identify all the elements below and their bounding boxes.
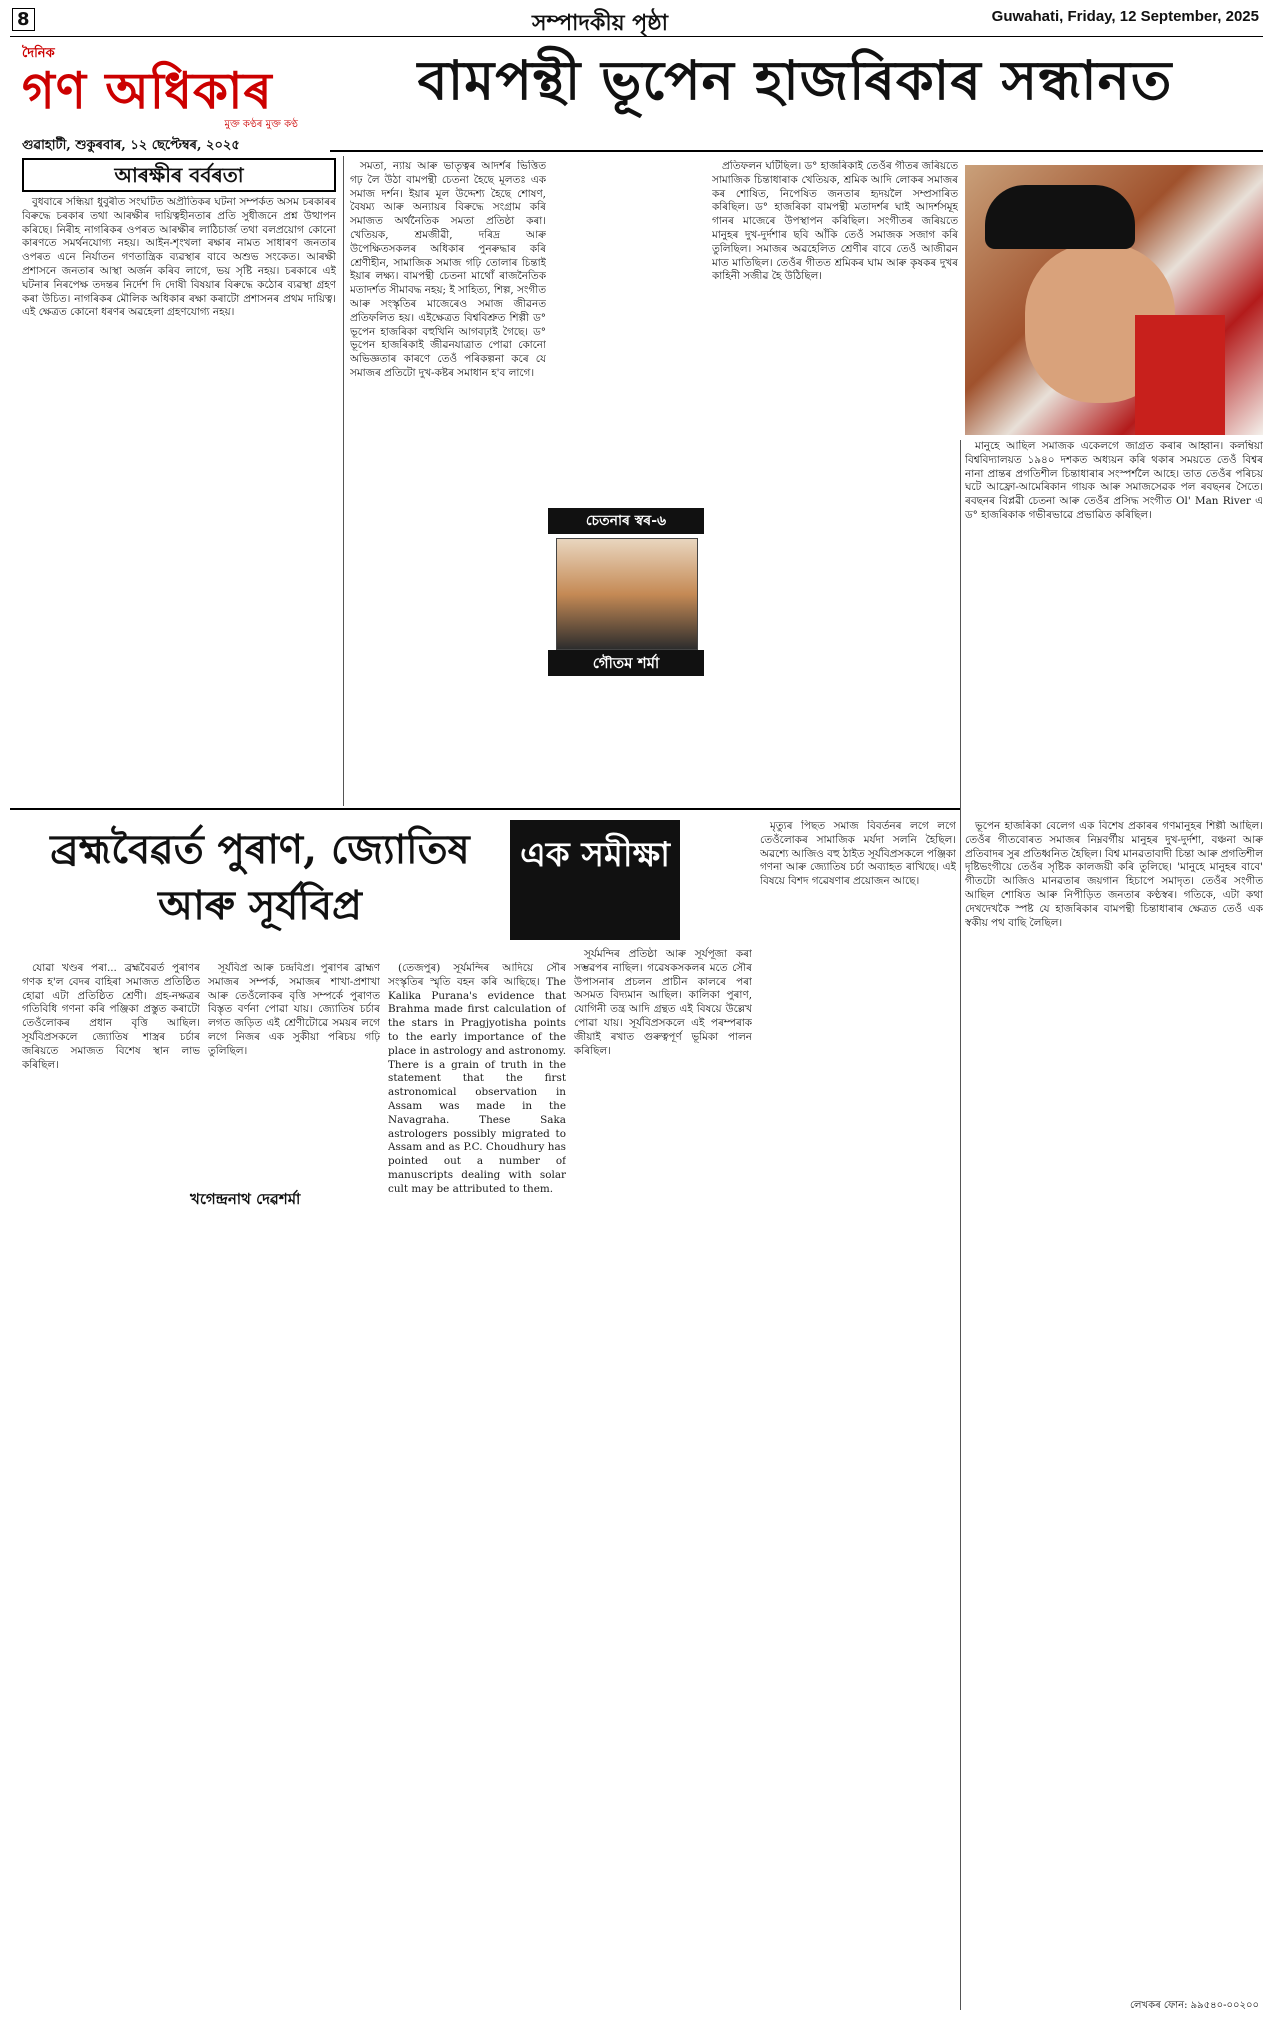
- dateline: Guwahati, Friday, 12 September, 2025: [991, 8, 1259, 25]
- column-divider: [343, 156, 344, 806]
- masthead-small: দৈনিক: [22, 46, 55, 61]
- author-name: গৌতম শৰ্মা: [548, 650, 704, 676]
- bhupen-hazarika-photo: [965, 165, 1263, 435]
- right-column-text: ভূপেন হাজৰিকা বেলেগ এক বিশেষ প্ৰকাৰৰ গণমানুহৰ শিল্পী আছিল। তেওঁৰ গীতবোৰত সমাজৰ নিম্নবৰ্গীয় মানুহৰ দুখ-দুৰ্দশা, বঞ্চনা আৰু প্ৰতিবাদৰ সুৰ প্ৰতিধ্বনিত হৈছিল। বিশ্ব মানৱতাবাদী চিন্তা আৰু প্ৰগতিশীল দৃষ্টিভংগীয়ে তেওঁৰ সৃষ্টিক কালজয়ী কৰি তুলিছে। 'মানুহে মানুহৰ বাবে' গীতটো আজিও মানৱতাৰ জয়গান হিচাপে সমাদৃত। তেওঁৰ সংগীত আছিল শোষিত আৰু নিপীড়িত জনতাৰ কণ্ঠস্বৰ। গতিকে, এটা কথা দেখদেখকৈ স্পষ্ট যে হাজৰিকাৰ বামপন্থী চিন্তাধাৰাৰ ক্ষেত্ৰত তেওঁ এক স্বকীয় পথ বাছি লৈছিল।: [965, 820, 1263, 929]
- place-date: গুৱাহাটী, শুকুৰবাৰ, ১২ ছেপ্টেম্বৰ, ২০২৫: [22, 138, 240, 153]
- header-rule: [10, 36, 1263, 37]
- article2-byline: খগেন্দ্ৰনাথ দেৱশৰ্মা: [190, 1190, 301, 1208]
- article2-title: ব্ৰহ্মবৈৱৰ্ত পুৰাণ, জ্যোতিষ আৰু সূৰ্যবিপ্ৰ: [50, 826, 470, 929]
- masthead-tagline: মুক্ত কণ্ঠৰ মুক্ত কণ্ঠ: [224, 119, 298, 130]
- masthead-name: গণ অধিকাৰ: [22, 61, 273, 120]
- lead-headline: বামপন্থী ভূপেন হাজৰিকাৰ সন্ধানত: [417, 48, 1173, 112]
- article2-column-1-text: যোৱা খণ্ডৰ পৰা... ব্ৰহ্মবৈৱৰ্ত পুৰাণৰ গণক হ'ল বেদৰ বাহিৰা সমাজত প্ৰতিষ্ঠিত হোৱা এটা প্ৰতিষ্ঠিত শ্ৰেণী। গ্ৰহ-নক্ষত্ৰৰ গতিবিধি গণনা কৰি পঞ্জিকা প্ৰস্তুত কৰাটো তেওঁলোকৰ প্ৰধান বৃত্তি আছিল। সূৰ্যবিপ্ৰসকলে জ্যোতিষ শাস্ত্ৰৰ চৰ্চাৰ জৰিয়তে সমাজত বিশেষ স্থান লাভ কৰিছিল।: [22, 962, 200, 1071]
- editorial-title: আৰক্ষীৰ বৰ্বৰতা: [22, 158, 336, 192]
- author-phone: লেখকৰ ফোন: ৯৯৫৪০-০০২০০: [1130, 2000, 1260, 2011]
- lead-column-3-text: মানুহে আছিল সমাজক একেলগে জাগ্ৰত কৰাৰ আহ্বান। কলম্বিয়া বিশ্ববিদ্যালয়ত ১৯৪০ দশকত অধ্যয়ন কৰি থকাৰ সময়তে তেওঁ বিশ্বৰ নানা প্ৰান্তৰ প্ৰগতিশীল চিন্তাধাৰাৰ সংস্পৰ্শলৈ আহে। তাত তেওঁৰ পৰিচয় ঘটে আফ্ৰো-আমেৰিকান গায়ক আৰু সমাজসেৱক পল ৰবছনৰ সৈতে। ৰবছনৰ বিপ্লৱী চেতনা আৰু তেওঁৰ প্ৰসিদ্ধ সংগীত Ol' Man River এ ড° হাজৰিকাক গভীৰভাৱে প্ৰভাৱিত কৰিছিল।: [965, 440, 1263, 521]
- lead-column-2: [712, 160, 958, 800]
- article2-column-2: [208, 962, 380, 2002]
- article2-column-1: [22, 962, 200, 2002]
- article2-column-4-text: সূৰ্যমন্দিৰ প্ৰতিষ্ঠা আৰু সূৰ্যপূজা কৰা সম্ভৱপৰ নাছিল। গৱেষকসকলৰ মতে সৌৰ উপাসনাৰ প্ৰচলন প্ৰাচীন কালৰে পৰা অসমত বিদ্যমান আছিল। কালিকা পুৰাণ, যোগিনী তন্ত্ৰ আদি গ্ৰন্থত এই বিষয়ে উল্লেখ পোৱা যায়। সূৰ্যবিপ্ৰসকলে এই পৰম্পৰাক জীয়াই ৰখাত গুৰুত্বপূৰ্ণ ভূমিকা পালন কৰিছিল।: [574, 948, 752, 1057]
- lead-column-2-text: প্ৰতিফলন ঘটিছিল। ড° হাজৰিকাই তেওঁৰ গীতৰ জৰিয়তে সামাজিক চিন্তাধাৰাক খেতিয়ক, শ্ৰমিক আদি লোকৰ সমাজৰ কৰ শোষিত, নিপেষিত জনতাৰ হৃদয়লৈ সম্প্ৰসাৰিত কৰিছিল। ড° হাজৰিকা বামপন্থী মতাদৰ্শৰ ঘাই আদৰ্শসমূহ গানৰ মাজেৰে উপস্থাপন কৰিছিল। সংগীতৰ জৰিয়তে মানুহৰ দুখ-দুৰ্দশাৰ ছবি আঁকি তেওঁ সমাজক সজাগ কৰি তুলিছিল। সমাজৰ অৱহেলিত শ্ৰেণীৰ বাবে তেওঁ আজীৱন মাত মাতিছিল। তেওঁৰ গীতত শ্ৰমিকৰ ঘাম আৰু কৃষকৰ দুখৰ কাহিনী সজীৱ হৈ উঠিছিল।: [712, 160, 958, 283]
- column-divider: [960, 440, 961, 2010]
- photo-scarf: [1135, 315, 1225, 435]
- article2-column-3: [388, 962, 566, 2002]
- editorial-paragraph: বুধবাৰে সন্ধিয়া ধুবুৰীত সংঘটিত অপ্ৰীতিকৰ ঘটনা সম্পৰ্কত অসম চৰকাৰৰ বিৰুদ্ধে চৰকাৰ তথা আৰক্ষীৰ দায়িত্বহীনতাৰ প্ৰতি সুধীজনে প্ৰশ্ন উত্থাপন কৰিছে। নিৰীহ নাগৰিকৰ ওপৰত আৰক্ষীৰ লাঠিচাৰ্জ তথা বলপ্ৰয়োগ কোনো কাৰণতে সমৰ্থনযোগ্য নহয়। আইন-শৃংখলা ৰক্ষাৰ নামত সাধাৰণ জনতাৰ ওপৰত এনে নিৰ্যাতন গণতান্ত্ৰিক ব্যৱস্থাৰ বাবে অশুভ সংকেত। আৰক্ষী প্ৰশাসনে জনতাৰ আস্থা অৰ্জন কৰিব লাগে, ভয় সৃষ্টি নহয়। চৰকাৰে এই ঘটনাৰ নিৰপেক্ষ তদন্তৰ নিৰ্দেশ দি দোষী বিষয়াৰ বিৰুদ্ধে কঠোৰ ব্যৱস্থা গ্ৰহণ কৰা উচিত। নাগৰিকৰ মৌলিক অধিকাৰ ৰক্ষা কৰাটো প্ৰশাসনৰ প্ৰথম দায়িত্ব। এই ক্ষেত্ৰত কোনো ধৰণৰ অৱহেলা গ্ৰহণযোগ্য নহয়।: [22, 196, 336, 319]
- photo-cap: [985, 185, 1135, 249]
- page-number: 8: [12, 8, 35, 31]
- right-column: [965, 820, 1263, 1995]
- section-title: সম্পাদকীয় পৃষ্ঠা: [532, 10, 668, 36]
- author-photo: [556, 538, 698, 650]
- lead-column-1: [350, 160, 546, 800]
- article2-column-4: [574, 820, 752, 2000]
- lead-column-3: [965, 440, 1263, 800]
- article2-column-3-text: (তেজপুৰ) সূৰ্যমন্দিৰ আদিয়ে সৌৰ সংস্কৃতিৰ স্মৃতি বহন কৰি আছিছে। The Kalika Purana's evidence that Brahma made first calculation of the stars in Pragjyotisha points to the early importance of the place in astrology and astronomy. There is a grain of truth in the statement that the first astronomical observation in Assam was made in the Navagraha. These Saka astrologers possibly migrated to Assam and as P.C. Choudhury has pointed out a number of manuscripts dealing with solar cult may be attributed to them.: [388, 962, 566, 1195]
- editorial-body: [22, 196, 336, 796]
- article2-column-2-text: সূৰ্যবিপ্ৰ আৰু চন্দ্ৰবিপ্ৰ। পুৰাণৰ ব্ৰাহ্মণ সমাজৰ সম্পৰ্ক, সমাজৰ শাখা-প্ৰশাখা আৰু তেওঁলোকৰ বৃত্তি সম্পৰ্কে পুৰাণত বিস্তৃত বৰ্ণনা পোৱা যায়। জ্যোতিষ চৰ্চাৰ লগত জড়িত এই শ্ৰেণীটোৱে সময়ৰ লগে লগে নিজৰ এক সুকীয়া পৰিচয় গঢ়ি তুলিছিল।: [208, 962, 380, 1057]
- article2-badge: এক সমীক্ষা: [510, 820, 680, 940]
- masthead-logo: [22, 44, 322, 130]
- lead-column-1-text: সমতা, ন্যায় আৰু ভাতৃত্বৰ আদৰ্শৰ ভিত্তিত গঢ় লৈ উঠা বামপন্থী চেতনা হৈছে মূলতঃ এক সমাজ দৰ্শন। ইয়াৰ মূল উদ্দেশ্য হৈছে শোষণ, বৈষম্য আৰু অন্যায়ৰ বিৰুদ্ধে সংগ্ৰাম কৰি সমাজত অৰ্থনৈতিক সমতা প্ৰতিষ্ঠা কৰা। খেতিয়ক, শ্ৰমজীৱী, দৰিদ্ৰ আৰু উপেক্ষিতসকলৰ অধিকাৰ পুনৰুদ্ধাৰ কৰি শ্ৰেণীহীন, সামাজিক সমাজ গঢ়ি তোলাৰ চিন্তাই ইয়াৰ লক্ষ্য। বামপন্থী চেতনা মাথোঁ ৰাজনৈতিক মতাদৰ্শত সীমাবদ্ধ নহয়; ই সাহিত্য, শিল্প, সংগীত আৰু সংস্কৃতিৰ মাজেৰেও সমাজ জীৱনত প্ৰতিফলিত হয়। এইক্ষেত্ৰত বিশ্ববিশ্ৰুত শিল্পী ড° ভূপেন হাজৰিকা বহুখিনি আগবঢ়াই গৈছে। ড° ভূপেন হাজৰিকাই জীৱনযাত্ৰাত পোৱা কোনো অভিজ্ঞতাৰ কাৰণে তেওঁ পৰিকল্পনা কৰে যে সমাজৰ প্ৰতিটো দুখ-কষ্টৰ সমাধান হ'ব লাগে।: [350, 160, 546, 379]
- headline-rule: [330, 150, 1263, 152]
- article2-column-5-text: মৃত্যুৰ পিছত সমাজ বিবৰ্তনৰ লগে লগে তেওঁলোকৰ সামাজিক মৰ্যদা সলনি হৈছিল। অৱশ্যে আজিও বহু ঠাইত সূৰ্যবিপ্ৰসকলে পঞ্জিকা গণনা আৰু জ্যোতিষ চৰ্চা অব্যাহত ৰাখিছে। এই বিষয়ে বিশদ গৱেষণাৰ প্ৰয়োজন আছে।: [760, 820, 956, 888]
- section-rule: [10, 808, 960, 810]
- series-label: চেতনাৰ স্বৰ-৬: [548, 508, 704, 534]
- article2-column-5: [760, 820, 956, 2000]
